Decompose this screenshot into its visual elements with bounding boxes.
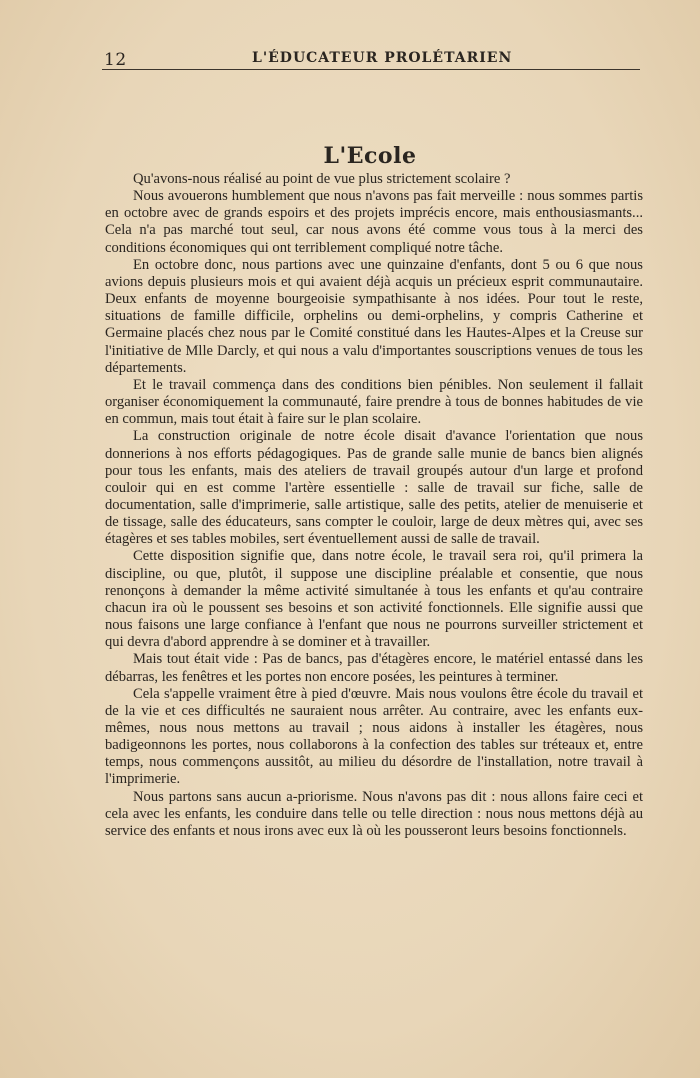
- header-rule: [102, 69, 640, 70]
- paragraph: En octobre donc, nous partions avec une quinzaine d'enfants, dont 5 ou 6 que nous avions depuis plusieurs mois et qui avaient déjà acquis un précieux esprit communautaire. Deux enfants de moyenne bourgeoisie sympathisante à nos idées. Pour tout le reste, situations de famille difficile, orphelins ou demi-orphelins, y compris Catherine et Germaine placés chez nous par le Comité constitué dans les Hautes-Alpes et la Creuse sur l'initiative de Mlle Darcly, et qui nous a valu d'importantes souscriptions venues de tous les départements.: [105, 256, 643, 376]
- paragraph: Qu'avons-nous réalisé au point de vue plus strictement scolaire ?: [133, 171, 511, 187]
- paragraph: Cette disposition signifie que, dans notre école, le travail sera roi, qu'il primera la discipline, ou que, plutôt, il suppose une discipline préalable et consentie, que nous renonçons à demander la même activité simultanée à tous les enfants et qu'au contraire chacun ira où le poussent ses besoins et son activité fonctionnels. Elle signifie aussi que nous faisons une large confiance à l'enfant que nous ne pourrons surveiller strictement et qui devra d'abord apprendre à se dominer et à travailler.: [105, 548, 643, 651]
- paragraph: Cela s'appelle vraiment être à pied d'œuvre. Mais nous voulons être école du travail et de la vie et ces difficultés ne sauraient nous arrêter. Au contraire, avec les enfants eux-mêmes, nous nous mettons au travail ; nous aidons à installer les étagères, nous badigeonnons les portes, nous collaborons à la confection des tables sur tréteaux et, entre temps, nous commençons aussitôt, au milieu du désordre de l'installation, notre travail à l'imprimerie.: [105, 685, 643, 788]
- paragraph: Et le travail commença dans des conditions bien pénibles. Non seulement il fallait organiser économiquement la communauté, faire prendre à tous de bonnes habitudes de vie en commun, mais tout était à faire sur le plan scolaire.: [105, 376, 643, 428]
- page-number: 12: [104, 50, 127, 70]
- running-title: L'ÉDUCATEUR PROLÉTARIEN: [252, 50, 513, 66]
- paragraph: Nous avouerons humblement que nous n'avons pas fait merveille : nous sommes partis en octobre avec de grands espoirs et des projets imprécis encore, mais enthousiasmants... Cela n'a pas marché tout seul, car nous avons été comme vous tous à la merci des conditions économiques qui ont terriblement compliqué notre tâche.: [105, 188, 643, 256]
- paragraph: La construction originale de notre école disait d'avance l'orientation que nous donnerions à nos efforts pédagogiques. Pas de grande salle munie de bancs bien alignés pour tous les enfants, mais des ateliers de travail groupés autour d'un large et profond couloir qui en est comme l'artère essentielle : salle de travail sur fiche, salle de documentation, salle d'imprimerie, salle artistique, salle des petits, atelier de menuiserie et de tissage, salle des éducateurs, sans compter le couloir, large de deux mètres qui, avec ses étagères et ses tables mobiles, sert éventuellement aussi de salle de travail.: [105, 428, 643, 548]
- article-body: [105, 171, 643, 840]
- paragraph: Mais tout était vide : Pas de bancs, pas d'étagères encore, le matériel entassé dans les débarras, les fenêtres et les portes non encore posées, les peintures à terminer.: [105, 651, 643, 685]
- paragraph: Nous partons sans aucun a-priorisme. Nous n'avons pas dit : nous allons faire ceci et cela avec les enfants, les conduire dans telle ou telle direction : nous nous mettons déjà au service des enfants et nous irons avec eux là où les pousseront leurs besoins fonctionnels.: [105, 788, 643, 839]
- article-title: L'Ecole: [323, 142, 417, 169]
